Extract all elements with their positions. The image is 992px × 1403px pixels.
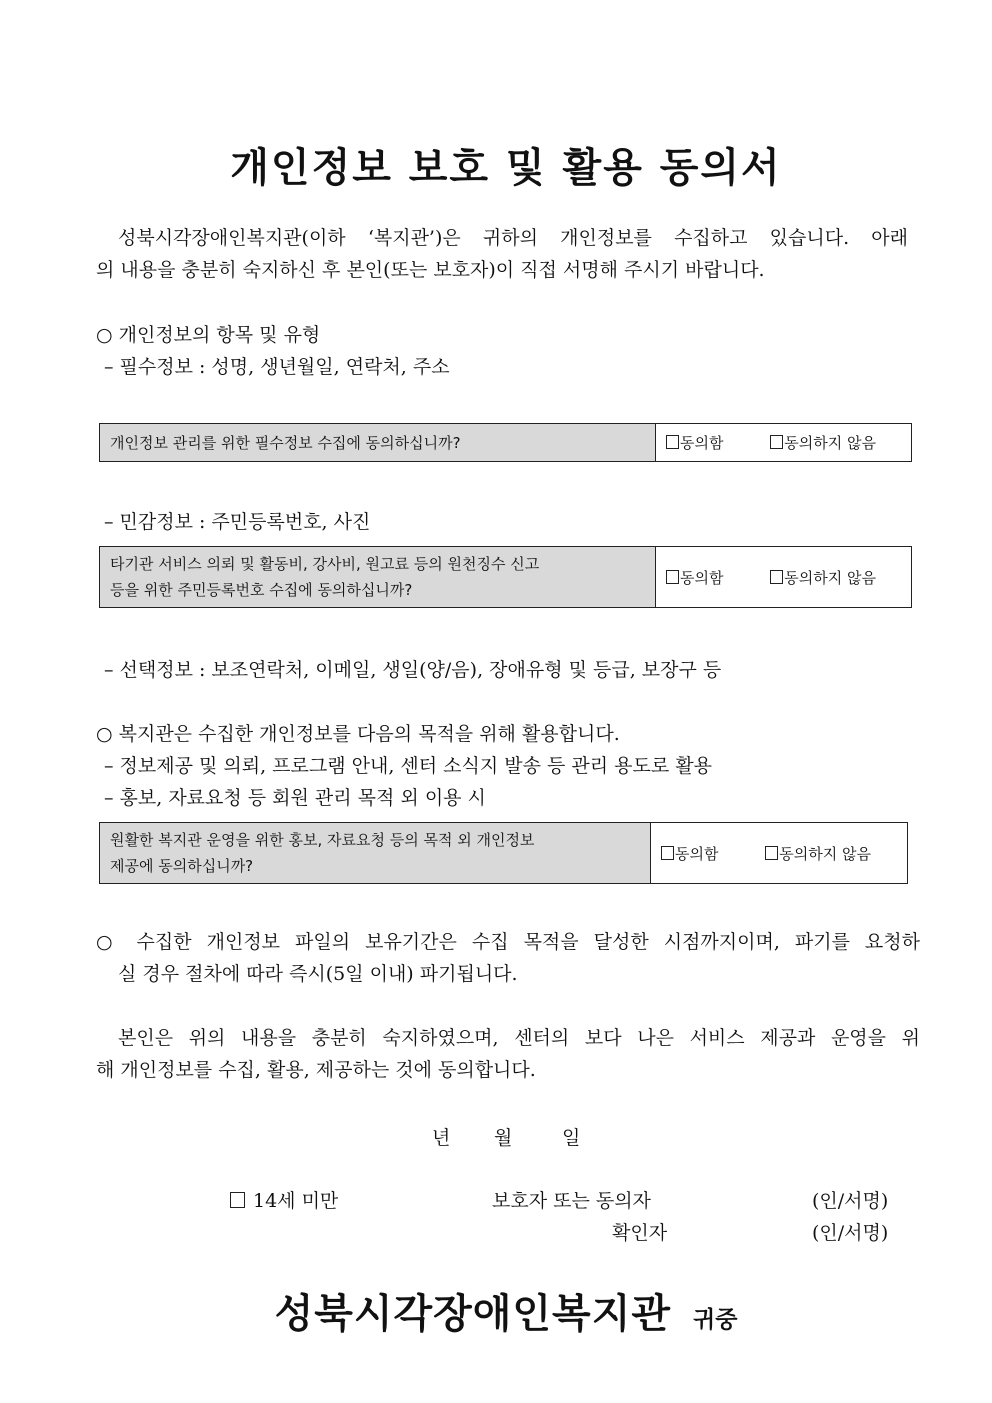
document-title: 개인정보 보호 및 활용 동의서 (230, 145, 782, 191)
checkbox-icon (765, 846, 778, 860)
question-line: 타기관 서비스 의뢰 및 활동비, 강사비, 원고료 등의 원천징수 신고 (110, 555, 540, 573)
purpose-item-2: – 홍보, 자료요청 등 회원 관리 목적 외 이용 시 (104, 787, 486, 809)
organization-name: 성북시각장애인복지관 (274, 1291, 671, 1337)
agree-checkbox[interactable] (666, 567, 723, 588)
disagree-checkbox[interactable] (770, 567, 876, 588)
purpose-heading: ○ 복지관은 수집한 개인정보를 다음의 목적을 위해 활용합니다. (96, 723, 620, 745)
question-text (100, 823, 651, 884)
intro-line-1: 성북시각장애인복지관(이하 ‘복지관’)은 귀하의 개인정보를 수집하고 있습니다. 아래 (118, 227, 908, 249)
question-table-other-use (99, 822, 908, 884)
disagree-checkbox[interactable] (770, 432, 876, 453)
under14-label: 14세 미만 (253, 1190, 339, 1212)
sensitive-info: – 민감정보 : 주민등록번호, 사진 (104, 511, 371, 533)
checkbox-icon (770, 435, 783, 449)
optional-info: – 선택정보 : 보조연락처, 이메일, 생일(양/음), 장애유형 및 등급, 보장구 등 (104, 659, 722, 681)
answer-options (656, 547, 912, 608)
question-text (100, 547, 656, 608)
checkbox-icon (661, 846, 674, 860)
checkbox-icon (230, 1192, 245, 1208)
purpose-item-1: – 정보제공 및 의뢰, 프로그램 안내, 센터 소식지 발송 등 관리 용도로 활용 (104, 755, 712, 777)
under14-checkbox[interactable] (230, 1186, 338, 1213)
items-heading: ○ 개인정보의 항목 및 유형 (96, 324, 321, 346)
date-year-label: 년 (432, 1127, 451, 1149)
answer-options (651, 823, 908, 884)
checkbox-icon (770, 570, 783, 584)
question-line: 개인정보 관리를 위한 필수정보 수집에 동의하십니까? (110, 433, 461, 452)
retention-line-2: 실 경우 절차에 따라 즉시(5일 이내) 파기됩니다. (118, 963, 518, 985)
consent-line-2: 해 개인정보를 수집, 활용, 제공하는 것에 동의합니다. (96, 1059, 536, 1081)
intro-line-2: 의 내용을 충분히 숙지하신 후 본인(또는 보호자)이 직접 서명해 주시기 바랍니다. (96, 259, 765, 281)
recipient-suffix: 귀중 (692, 1307, 738, 1333)
date-day-label: 일 (562, 1127, 581, 1149)
question-text (100, 424, 656, 462)
question-line: 등을 위한 주민등록번호 수집에 동의하십니까? (110, 581, 413, 599)
guardian-label: 보호자 또는 동의자 (492, 1190, 651, 1212)
required-info: – 필수정보 : 성명, 생년월일, 연락처, 주소 (104, 356, 450, 378)
confirmer-label: 확인자 (612, 1222, 668, 1244)
agree-label: 동의함 (680, 434, 724, 452)
consent-line-1: 본인은 위의 내용을 충분히 숙지하였으며, 센터의 보다 나은 서비스 제공과 운영을 위 (118, 1027, 920, 1049)
disagree-label: 동의하지 않음 (784, 568, 876, 587)
disagree-checkbox[interactable] (765, 843, 871, 864)
answer-options (656, 424, 912, 462)
question-line: 원활한 복지관 운영을 위한 홍보, 자료요청 등의 목적 외 개인정보 (110, 831, 535, 849)
checkbox-icon (666, 435, 679, 449)
agree-checkbox[interactable] (666, 432, 723, 453)
date-month-label: 월 (494, 1127, 513, 1149)
disagree-label: 동의하지 않음 (779, 844, 871, 863)
question-line: 제공에 동의하십니까? (110, 857, 254, 875)
agree-label: 동의함 (675, 844, 719, 863)
guardian-sign-mark: (인/서명) (812, 1190, 889, 1212)
retention-line-1: ○ 수집한 개인정보 파일의 보유기간은 수집 목적을 달성한 시점까지이며, 파기를 요청하 (96, 931, 920, 953)
question-table-required (99, 423, 912, 462)
recipient-footer (0, 1282, 992, 1339)
agree-label: 동의함 (680, 568, 724, 587)
agree-checkbox[interactable] (661, 843, 718, 864)
question-table-sensitive (99, 546, 912, 608)
disagree-label: 동의하지 않음 (784, 434, 876, 452)
checkbox-icon (666, 570, 679, 584)
confirmer-sign-mark: (인/서명) (812, 1222, 889, 1244)
